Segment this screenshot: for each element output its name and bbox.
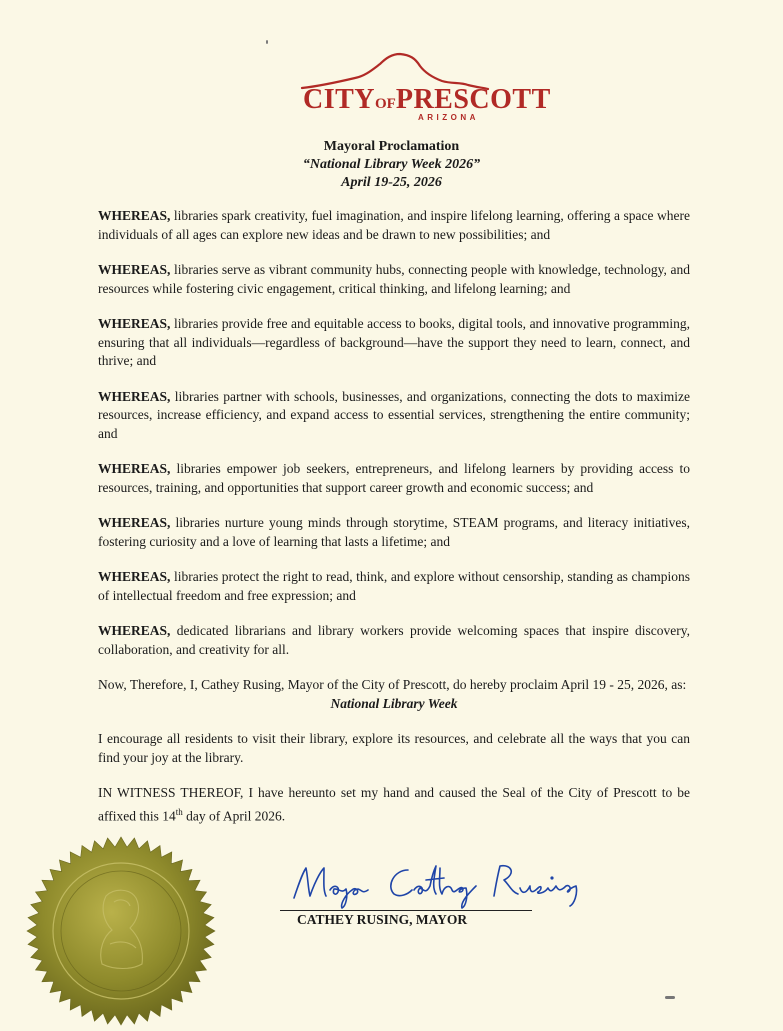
whereas-paragraph: WHEREAS, libraries protect the right to read, think, and explore without censorship, standing as champions of intellectual freedom and free expression; and [98,569,690,603]
signature-line [280,910,532,911]
proclamation-heading [0,138,783,192]
whereas-paragraph: WHEREAS, libraries empower job seekers, entrepreneurs, and lifelong learners by providing access to resources, training, and opportunities that support career growth and economic success; and [98,461,690,495]
whereas-paragraph: WHEREAS, libraries partner with schools, businesses, and organizations, connecting the dots to maximize resources, increase efficiency, and expand access to essential services, strengthening the entire community; and [98,388,690,441]
seal-icon [26,836,216,1026]
heading-line-2: “National Library Week 2026” [302,157,481,172]
speck [266,40,268,44]
whereas-paragraph: WHEREAS, dedicated librarians and library workers provide welcoming spaces that inspire discovery, collaboration, and creativity for all. [98,623,690,657]
mayor-signature [290,856,590,911]
logo-state: ARIZONA [418,113,479,122]
city-logo [300,48,551,122]
proclaim-title: National Library Week [330,695,458,711]
heading-line-1: Mayoral Proclamation [323,139,460,154]
speck [665,996,675,999]
proclaim-paragraph: Now, Therefore, I, Cathey Rusing, Mayor of the City of Prescott, do hereby proclaim April 19 - 25, 2026, as: [98,677,687,692]
whereas-paragraph: WHEREAS, libraries nurture young minds through storytime, STEAM programs, and literacy initiatives, fostering curiosity and a love of learning that lasts a lifetime; and [98,515,690,549]
encourage-paragraph: I encourage all residents to visit their library, explore its resources, and celebrate all the ways that you can find your joy at the library. [98,731,690,765]
witness-paragraph: IN WITNESS THEREOF, I have hereunto set my hand and caused the Seal of the City of Prescott to be affixed this 14th day of April 2026. [98,785,690,823]
logo-wordmark: CITYOFPRESCOTT [303,84,551,115]
signature-icon [290,856,590,911]
whereas-paragraph: WHEREAS, libraries spark creativity, fuel imagination, and inspire lifelong learning, offering a space where individuals of all ages can explore new ideas and be drawn to new possibilities; and [98,208,690,242]
mayor-name: CATHEY RUSING, MAYOR [297,912,468,927]
whereas-paragraph: WHEREAS, libraries serve as vibrant community hubs, connecting people with knowledge, technology, and resources while fostering civic engagement, critical thinking, and lifelong learning; and [98,262,690,296]
whereas-paragraph: WHEREAS, libraries provide free and equitable access to books, digital tools, and innovative programming, ensuring that all individuals—regardless of background—have the support they need to learn, connect, and thrive; and [98,316,690,368]
heading-line-3: April 19-25, 2026 [341,175,442,190]
proclamation-body [98,207,690,843]
city-seal [26,836,216,1026]
